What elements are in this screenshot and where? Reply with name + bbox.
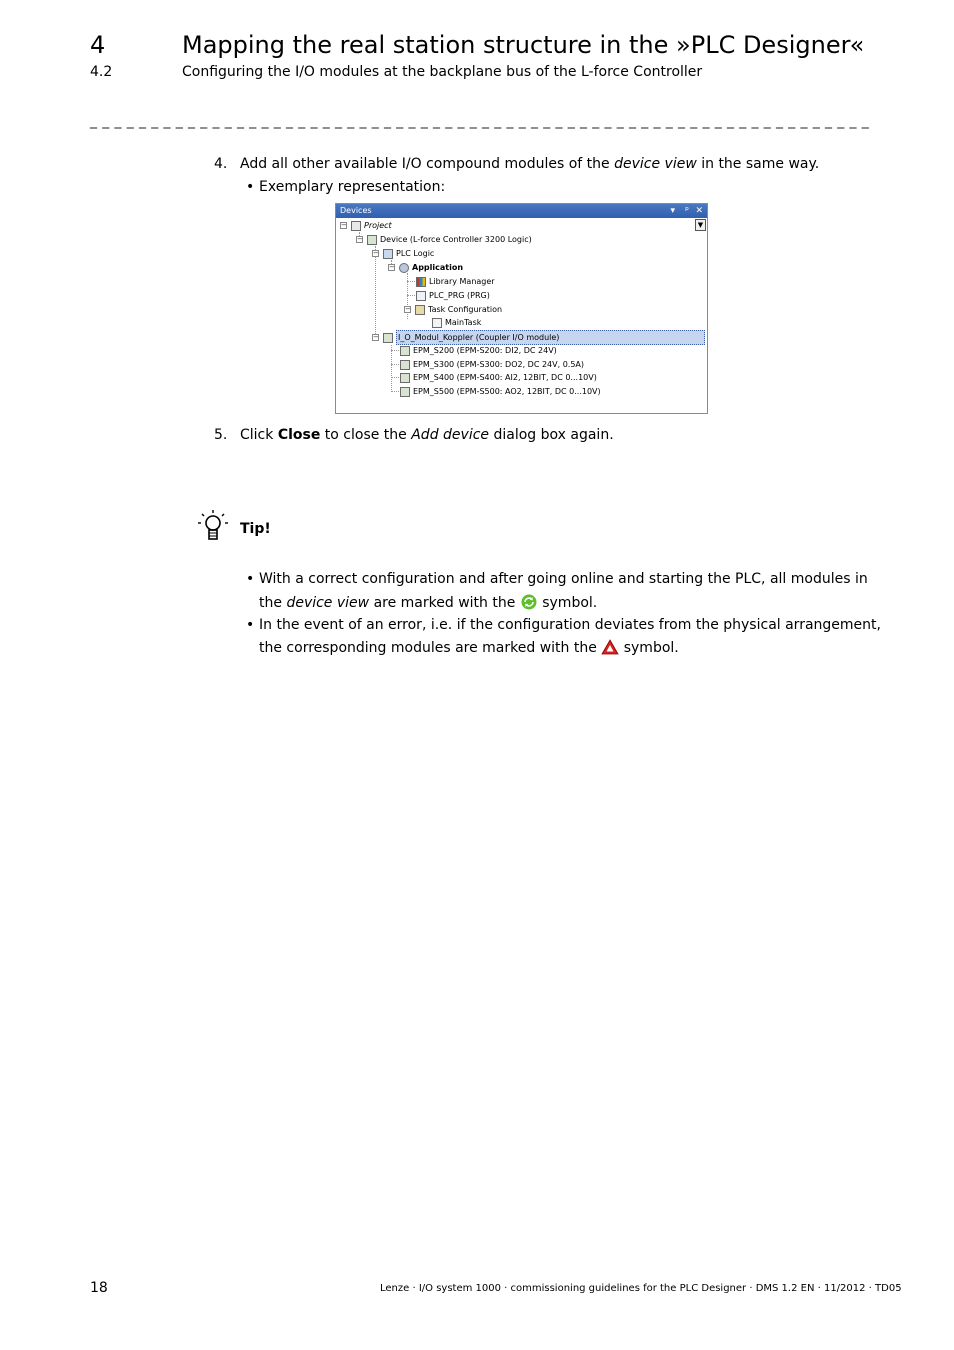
device-icon — [367, 235, 377, 245]
pin-icon[interactable]: ᵖ — [685, 206, 689, 216]
tip-label: Tip! — [240, 521, 271, 537]
tree-item-plc-logic[interactable]: − PLC Logic — [373, 249, 435, 258]
section-number: 4.2 — [90, 64, 113, 80]
module-icon — [400, 346, 410, 356]
chapter-title: Mapping the real station structure in the »PLC Designer« — [182, 31, 865, 59]
step-4-bullet-text: Exemplary representation: — [259, 179, 446, 195]
application-icon — [399, 263, 409, 273]
green-refresh-icon — [520, 594, 538, 610]
tree-item-epm-s300[interactable]: EPM_S300 (EPM-S300: DO2, DC 24V, 0.5A) — [400, 358, 584, 371]
step-4-bullet: • — [246, 179, 255, 195]
tip-bullet-2-line-1: In the event of an error, i.e. if the configuration deviates from the physical arrangement, — [259, 617, 881, 633]
step-4-number: 4. — [214, 156, 228, 172]
tip-bullet-1-marker: • — [246, 571, 255, 587]
red-warning-triangle-icon — [601, 639, 619, 655]
tree-item-library-manager[interactable]: Library Manager — [416, 275, 495, 288]
library-icon — [416, 277, 426, 287]
lightbulb-icon — [197, 508, 229, 544]
module-icon — [400, 387, 410, 397]
tree-item-project[interactable]: − Project — [341, 221, 392, 230]
tree-item-epm-s200[interactable]: EPM_S200 (EPM-S200: DI2, DC 24V) — [400, 344, 557, 357]
tree-item-plc-prg[interactable]: PLC_PRG (PRG) — [416, 289, 490, 302]
tip-bullet-2-line-2: the corresponding modules are marked with the symbol. — [259, 640, 679, 656]
plc-logic-icon — [383, 249, 393, 259]
chevron-down-icon[interactable]: ▼ — [695, 219, 706, 231]
tree-item-maintask[interactable]: MainTask — [432, 316, 481, 329]
tip-bullet-1-line-1: With a correct configuration and after going online and starting the PLC, all modules in — [259, 571, 868, 587]
tree-item-coupler[interactable]: − I_O_Modul_Koppler (Coupler I/O module) — [372, 330, 705, 343]
tree-item-application[interactable]: − Application — [389, 263, 464, 272]
step-4-text: Add all other available I/O compound modules of the device view in the same way. — [240, 156, 820, 172]
devices-panel-screenshot — [335, 203, 708, 414]
section-title: Configuring the I/O modules at the backplane bus of the L-force Controller — [182, 64, 703, 80]
task-config-icon — [415, 305, 425, 315]
tree-item-task-configuration[interactable]: − Task Configuration — [405, 305, 503, 314]
step-5-number: 5. — [214, 427, 228, 443]
chapter-number: 4 — [90, 31, 106, 59]
project-icon — [351, 221, 361, 231]
tree-item-epm-s400[interactable]: EPM_S400 (EPM-S400: AI2, 12BIT, DC 0...10V) — [400, 371, 597, 384]
devices-panel-titlebar — [336, 204, 707, 218]
tree-item-epm-s500[interactable]: EPM_S500 (EPM-S500: AO2, 12BIT, DC 0...10V) — [400, 385, 601, 398]
close-icon[interactable]: ✕ — [695, 206, 703, 216]
task-icon — [432, 318, 442, 328]
footer-text: Lenze · I/O system 1000 · commissioning guidelines for the PLC Designer · DMS 1.2 EN · 11/2012 · TD05 — [380, 1283, 902, 1294]
tip-bullet-2-marker: • — [246, 617, 255, 633]
program-icon — [416, 291, 426, 301]
devices-panel-title: Devices — [340, 206, 372, 215]
tip-bullet-1-line-2: the device view are marked with the symbol. — [259, 595, 598, 611]
dropdown-arrow-icon[interactable]: ▾ — [670, 206, 675, 216]
tree-item-device[interactable]: − Device (L-force Controller 3200 Logic) — [357, 235, 532, 244]
page-number: 18 — [90, 1280, 108, 1296]
module-icon — [400, 373, 410, 383]
step-5-text: Click Close to close the Add device dialog box again. — [240, 427, 614, 443]
header-separator: _ _ _ _ _ _ _ _ _ _ _ _ _ _ _ _ _ _ _ _ _ _ _ _ _ _ _ _ _ _ _ _ _ _ _ _ _ _ _ _ _ _ _ _ _ _ _ _ _ _ _ _ _ _ _ _ _ _ _ _ _ _ _ _ — [90, 113, 870, 129]
module-icon — [400, 360, 410, 370]
coupler-icon — [383, 333, 393, 343]
